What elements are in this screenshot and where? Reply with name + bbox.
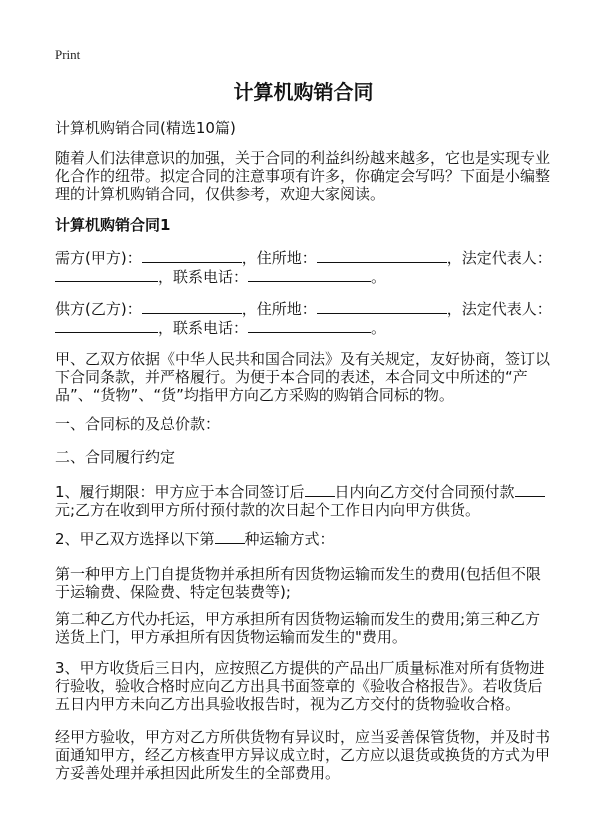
party-b-address-label: ，住所地： <box>241 300 317 318</box>
clause-1-part-c: 元;乙方在收到甲方所付预付款的次日起个工作日内向甲方供货。 <box>55 501 481 519</box>
party-b-phone-blank[interactable] <box>248 318 371 333</box>
party-a-address-label: ，住所地： <box>241 249 317 267</box>
party-a-phone-blank[interactable] <box>248 267 371 282</box>
item-two: 二、合同履行约定 <box>55 448 176 466</box>
clause-2-part-b: 种运输方式： <box>244 530 335 548</box>
party-b-line <box>55 299 552 337</box>
basis-paragraph: 甲、乙双方依据《中华人民共和国合同法》及有关规定，友好协商，签订以下合同条款，并严格履行。为便于本合同的表述，本合同文中所述的“产品”、“货物”、“货”均指甲方向乙方采购的购销合同标的物。 <box>55 350 551 404</box>
party-a-address-blank[interactable] <box>317 248 447 263</box>
clause-1-part-b: 日内向乙方交付合同预付款 <box>334 483 515 501</box>
amount-blank[interactable] <box>515 482 545 497</box>
period: 。 <box>371 319 387 337</box>
party-a-phone-label: ，联系电话： <box>158 268 249 286</box>
party-b-rep-blank[interactable] <box>55 318 158 333</box>
section-heading: 计算机购销合同1 <box>55 216 171 234</box>
transport-choice-blank[interactable] <box>215 529 245 544</box>
intro-paragraph: 随着人们法律意识的加强，关于合同的利益纠纷越来越多，它也是实现专业化合作的纽带。拟定合同的注意事项有许多，你确定会写吗？下面是小编整理的计算机购销合同，仅供参考，欢迎大家阅读。 <box>55 149 551 203</box>
party-a-name-blank[interactable] <box>142 248 242 263</box>
days-blank[interactable] <box>305 482 335 497</box>
print-link[interactable]: Print <box>55 47 81 62</box>
clause-1 <box>55 482 552 519</box>
clause-2-part-a: 2、甲乙双方选择以下第 <box>55 530 215 548</box>
document-page <box>55 0 552 782</box>
transport-options-2-3: 第二种乙方代办托运，甲方承担所有因货物运输而发生的费用;第三种乙方送货上门，甲方承担所有因货物运输而发生的"费用。 <box>55 610 541 646</box>
party-a-rep-blank[interactable] <box>55 267 158 282</box>
party-b-address-blank[interactable] <box>317 299 447 314</box>
period: 。 <box>371 268 387 286</box>
party-a-line <box>55 248 552 286</box>
party-b-rep-label: ，法定代表人： <box>446 300 552 318</box>
clause-3: 3、甲方收货后三日内，应按照乙方提供的产品出厂质量标准对所有货物进行验收，验收合格时应向乙方出具书面签章的《验收合格报告》。若收货后五日内甲方未向乙方出具验收报告时，视为乙方交付的货物验收合格。 <box>55 659 545 713</box>
document-subtitle: 计算机购销合同(精选10篇) <box>55 119 236 137</box>
clause-2 <box>55 529 552 548</box>
transport-option-1: 第一种甲方上门自提货物并承担所有因货物运输而发生的费用(包括但不限于运输费、保险费、特定包装费等); <box>55 565 541 601</box>
objection-paragraph: 经甲方验收，甲方对乙方所供货物有异议时，应当妥善保管货物，并及时书面通知甲方，经乙方核查甲方异议成立时，乙方应以退货或换货的方式为甲方妥善处理并承担因此所发生的全部费用。 <box>55 728 551 782</box>
party-b-label: 供方(乙方)： <box>55 300 142 318</box>
party-b-phone-label: ，联系电话： <box>158 319 249 337</box>
item-one: 一、合同标的及总价款： <box>55 415 221 433</box>
party-a-label: 需方(甲方)： <box>55 249 142 267</box>
party-a-rep-label: ，法定代表人： <box>446 249 552 267</box>
document-title: 计算机购销合同 <box>233 80 374 104</box>
party-b-name-blank[interactable] <box>142 299 242 314</box>
clause-1-part-a: 1、履行期限：甲方应于本合同签订后 <box>55 483 305 501</box>
